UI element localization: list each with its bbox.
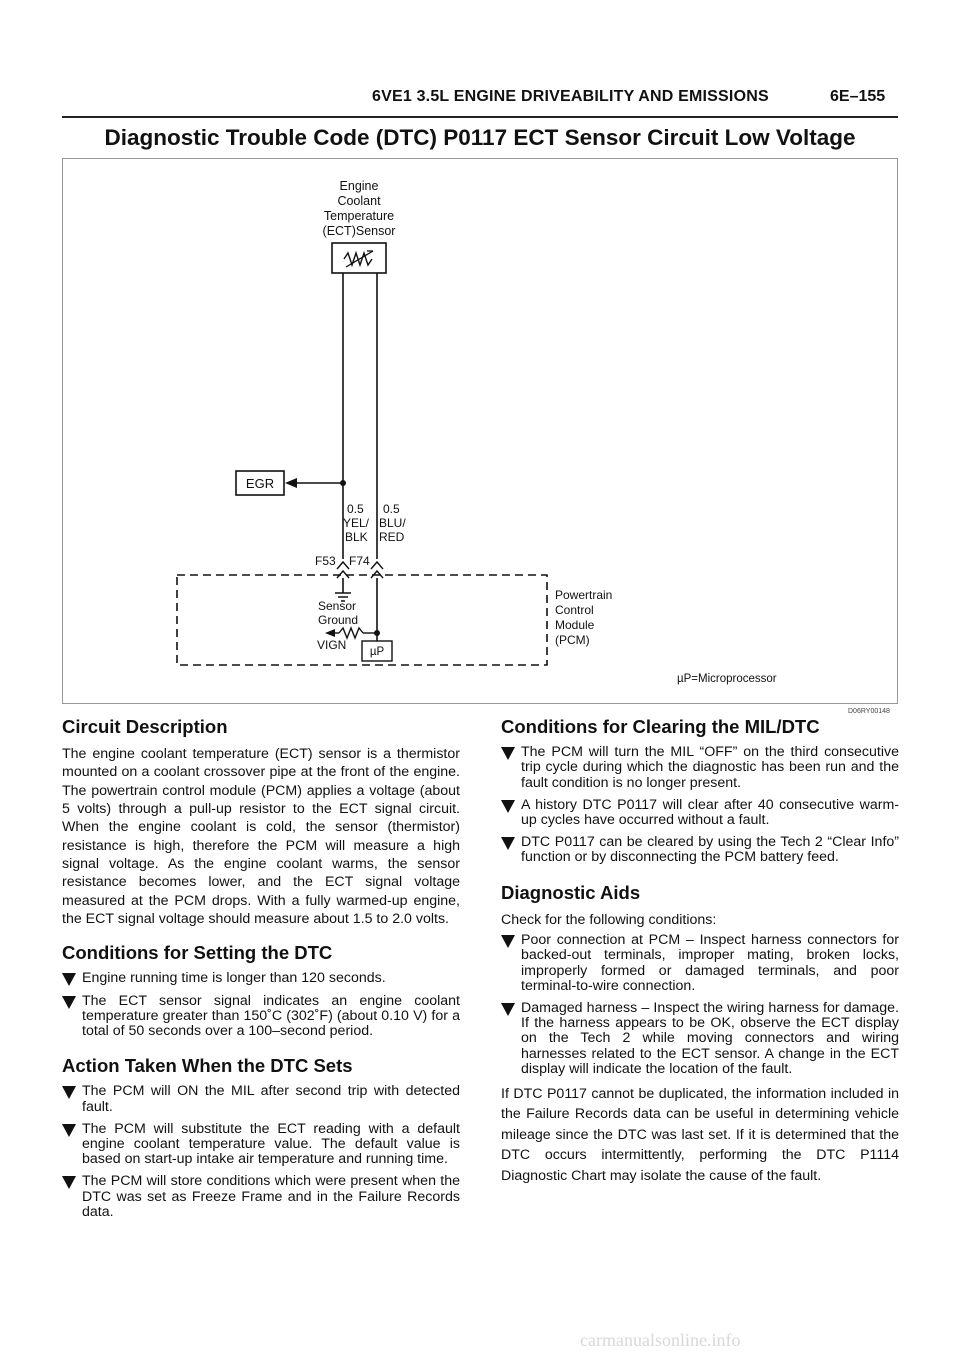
pcm-label-line4: (PCM) bbox=[555, 633, 590, 647]
wire1-color-b: BLK bbox=[345, 530, 368, 544]
triangle-bullet-icon bbox=[62, 1124, 76, 1137]
list-item: The PCM will store conditions which were present when the DTC was set as Freeze Frame and in the Failure Records data. bbox=[62, 1174, 460, 1220]
list-item: The PCM will substitute the ECT reading with a default engine coolant temperature value. The default value is based on start-up intake air temperature and running time. bbox=[62, 1122, 460, 1168]
pcm-label-line1: Powertrain bbox=[555, 588, 613, 602]
wire2-color-a: BLU/ bbox=[379, 516, 406, 530]
list-item: The PCM will turn the MIL “OFF” on the third consecutive trip cycle during which the diagnostic has been run and the fault condition is no longer present. bbox=[501, 745, 899, 791]
wiring-diagram-svg bbox=[63, 159, 899, 705]
list-item: The PCM will ON the MIL after second trip with detected fault. bbox=[62, 1084, 460, 1114]
wire2-color-b: RED bbox=[379, 530, 405, 544]
pcm-label-line2: Control bbox=[555, 603, 594, 617]
list-item: Damaged harness – Inspect the wiring harness for damage. If the harness appears to be OK, observe the ECT display on the Tech 2 while moving connectors and wiring harnesses related to the ECT sensor. A change in the ECT display will indicate the location of the fault. bbox=[501, 1001, 899, 1077]
conditions-clearing-list bbox=[501, 745, 899, 865]
circuit-description-text: The engine coolant temperature (ECT) sensor is a thermistor mounted on a coolant crossover pipe at the front of the engine. The powertrain control module (PCM) applies a voltage (about 5 volts) through a pull-up resistor to the ECT signal circuit. When the engine coolant is cold, the sensor (thermistor) resistance is high, therefore the PCM will measure a high signal voltage. As the engine coolant warms, the sensor resistance becomes lower, and the ECT signal voltage measured at the PCM drops. With a fully warmed-up engine, the ECT signal voltage should measure about 1.5 to 2.0 volts. bbox=[62, 746, 460, 927]
action-taken-list bbox=[62, 1084, 460, 1220]
page-title: Diagnostic Trouble Code (DTC) P0117 ECT Sensor Circuit Low Voltage bbox=[104, 125, 856, 150]
sensor-ground-line1: Sensor bbox=[318, 599, 357, 613]
diagnostic-aids-list bbox=[501, 933, 899, 1077]
triangle-bullet-icon bbox=[501, 747, 515, 760]
conditions-setting-heading: Conditions for Setting the DTC bbox=[62, 942, 333, 964]
conditions-clearing-heading: Conditions for Clearing the MIL/DTC bbox=[501, 716, 820, 737]
right-column bbox=[501, 716, 899, 1186]
triangle-bullet-icon bbox=[501, 800, 515, 813]
triangle-bullet-icon bbox=[62, 1086, 76, 1099]
legend-microprocessor: µP=Microprocessor bbox=[677, 673, 777, 685]
conditions-setting-list bbox=[62, 971, 460, 1039]
pin-f74: F74 bbox=[349, 554, 370, 568]
connector-f53 bbox=[337, 562, 349, 569]
ect-sensor-symbol bbox=[332, 243, 386, 273]
egr-label: EGR bbox=[245, 476, 275, 491]
microprocessor-label: µP bbox=[369, 646, 385, 658]
triangle-bullet-icon bbox=[62, 1176, 76, 1189]
connector-f74 bbox=[371, 562, 383, 569]
circuit-description-heading: Circuit Description bbox=[62, 716, 228, 737]
triangle-bullet-icon bbox=[62, 973, 76, 986]
sensor-label-line2: Coolant bbox=[337, 194, 381, 208]
diagnostic-aids-heading: Diagnostic Aids bbox=[501, 881, 641, 903]
wire2-gauge: 0.5 bbox=[383, 502, 400, 516]
figure-code: D06RY00148 bbox=[848, 708, 890, 715]
watermark: carmanualsonline.info bbox=[580, 1330, 741, 1350]
pin-f53: F53 bbox=[315, 554, 336, 568]
pcm-label-line3: Module bbox=[555, 618, 595, 632]
list-item: The ECT sensor signal indicates an engine coolant temperature greater than 150˚C (302˚F) (about 0.10 V) for a total of 50 seconds over a 100–second period. bbox=[62, 994, 460, 1040]
list-item: Engine running time is longer than 120 seconds. bbox=[62, 971, 460, 986]
triangle-bullet-icon bbox=[62, 996, 76, 1009]
wiring-diagram bbox=[62, 158, 898, 704]
action-taken-heading: Action Taken When the DTC Sets bbox=[62, 1055, 353, 1077]
triangle-bullet-icon bbox=[501, 935, 515, 948]
list-item: DTC P0117 can be cleared by using the Tech 2 “Clear Info” function or by disconnecting the PCM battery feed. bbox=[501, 835, 899, 865]
sensor-ground-line2: Ground bbox=[318, 613, 359, 627]
left-column bbox=[62, 716, 460, 1236]
list-item: A history DTC P0117 will clear after 40 consecutive warm-up cycles have occurred without a fault. bbox=[501, 798, 899, 828]
sensor-label-line1: Engine bbox=[339, 179, 379, 193]
wire1-color-a: YEL/ bbox=[343, 516, 370, 530]
page-number: 6E–155 bbox=[830, 88, 886, 105]
diagnostic-aids-closing: If DTC P0117 cannot be duplicated, the information included in the Failure Records data can be useful in determining vehicle mileage since the DTC was last set. If it is determined that the DTC occurs intermittently, performing the DTC P1114 Diagnostic Chart may isolate the cause of the fault. bbox=[501, 1085, 899, 1184]
egr-branch bbox=[236, 471, 346, 495]
header-rule bbox=[62, 116, 898, 118]
sensor-label-line4: (ECT)Sensor bbox=[322, 224, 396, 238]
list-item: Poor connection at PCM – Inspect harness connectors for backed-out terminals, improper mating, broken locks, improperly formed or damaged terminals, and poor terminal-to-wire connection. bbox=[501, 933, 899, 994]
pull-up-resistor bbox=[325, 628, 377, 638]
diagnostic-aids-intro: Check for the following conditions: bbox=[501, 911, 717, 928]
triangle-bullet-icon bbox=[501, 837, 515, 850]
wire1-gauge: 0.5 bbox=[347, 502, 364, 516]
triangle-bullet-icon bbox=[501, 1003, 515, 1016]
vign-label: VIGN bbox=[317, 638, 347, 652]
sensor-label-line3: Temperature bbox=[323, 209, 395, 223]
running-title: 6VE1 3.5L ENGINE DRIVEABILITY AND EMISSIONS bbox=[372, 88, 769, 105]
